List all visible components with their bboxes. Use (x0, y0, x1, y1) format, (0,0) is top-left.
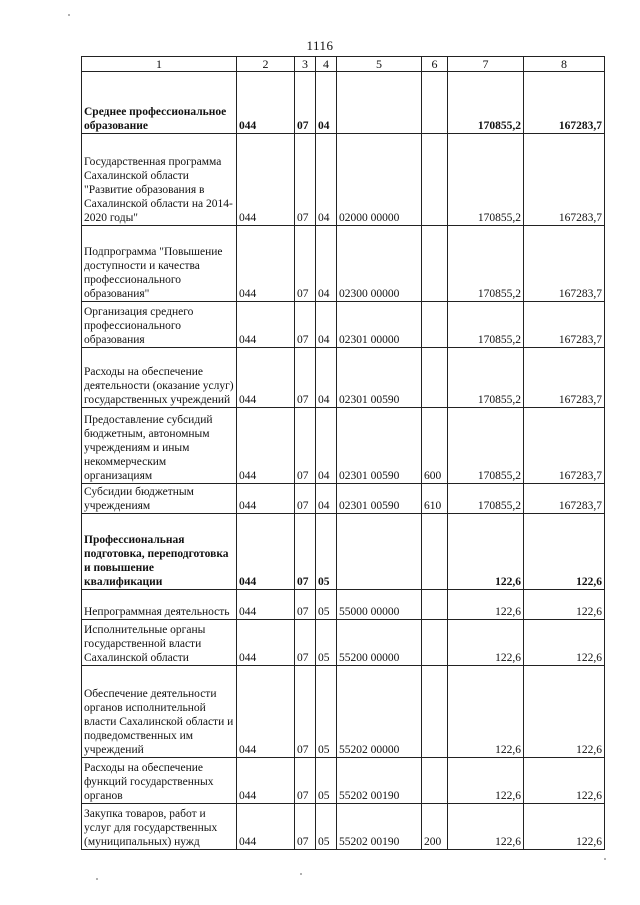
scan-speck (96, 878, 98, 880)
target-item-cell: 55202 00000 (337, 666, 422, 758)
column-header: 1 (82, 57, 237, 72)
amount-2018-cell: 167283,7 (524, 348, 605, 408)
ministry-code-cell: 044 (237, 226, 295, 302)
target-item-cell: 55000 00000 (337, 590, 422, 620)
table-row (82, 72, 605, 134)
target-item-cell: 02301 00590 (337, 348, 422, 408)
amount-2018-cell: 122,6 (524, 758, 605, 804)
amount-2017-cell: 122,6 (448, 514, 524, 590)
expense-type-cell (422, 134, 448, 226)
row-name-cell: Предоставление субсидий бюджетным, автономным учреждениям и иным некоммерческим организациям (82, 408, 237, 484)
table-row (82, 758, 605, 804)
expense-type-cell (422, 620, 448, 666)
amount-2018-cell: 167283,7 (524, 72, 605, 134)
section-code-cell: 07 (295, 514, 316, 590)
header-row (82, 57, 605, 72)
amount-2017-cell: 122,6 (448, 620, 524, 666)
ministry-code-cell: 044 (237, 590, 295, 620)
amount-2018-cell: 167283,7 (524, 134, 605, 226)
column-header: 7 (448, 57, 524, 72)
table-row (82, 134, 605, 226)
table-row (82, 620, 605, 666)
ministry-code-cell: 044 (237, 72, 295, 134)
table-row (82, 514, 605, 590)
subsection-code-cell: 04 (316, 226, 337, 302)
amount-2018-cell: 167283,7 (524, 226, 605, 302)
expense-type-cell (422, 302, 448, 348)
target-item-cell: 02301 00000 (337, 302, 422, 348)
table-row (82, 590, 605, 620)
subsection-code-cell: 05 (316, 620, 337, 666)
section-code-cell: 07 (295, 666, 316, 758)
row-name-cell: Среднее профессиональное образование (82, 72, 237, 134)
expense-type-cell (422, 226, 448, 302)
expense-type-cell (422, 666, 448, 758)
row-name-cell: Непрограммная деятельность (82, 590, 237, 620)
target-item-cell: 02301 00590 (337, 408, 422, 484)
table-row (82, 302, 605, 348)
row-name-cell: Расходы на обеспечение функций государственных органов (82, 758, 237, 804)
subsection-code-cell: 05 (316, 590, 337, 620)
amount-2018-cell: 122,6 (524, 620, 605, 666)
target-item-cell (337, 514, 422, 590)
column-header: 2 (237, 57, 295, 72)
subsection-code-cell: 04 (316, 134, 337, 226)
target-item-cell: 55202 00190 (337, 758, 422, 804)
ministry-code-cell: 044 (237, 514, 295, 590)
table-body (82, 72, 605, 850)
amount-2017-cell: 170855,2 (448, 226, 524, 302)
expense-type-cell (422, 72, 448, 134)
row-name-cell: Субсидии бюджетным учреждениям (82, 484, 237, 514)
expense-type-cell: 610 (422, 484, 448, 514)
column-header: 3 (295, 57, 316, 72)
table-row (82, 226, 605, 302)
amount-2018-cell: 122,6 (524, 514, 605, 590)
section-code-cell: 07 (295, 804, 316, 850)
subsection-code-cell: 04 (316, 302, 337, 348)
section-code-cell: 07 (295, 758, 316, 804)
amount-2017-cell: 170855,2 (448, 484, 524, 514)
subsection-code-cell: 05 (316, 666, 337, 758)
target-item-cell (337, 72, 422, 134)
table-row (82, 408, 605, 484)
column-header: 5 (337, 57, 422, 72)
scan-speck (300, 873, 302, 875)
table-row (82, 484, 605, 514)
amount-2018-cell: 167283,7 (524, 484, 605, 514)
row-name-cell: Закупка товаров, работ и услуг для государственных (муниципальных) нужд (82, 804, 237, 850)
section-code-cell: 07 (295, 620, 316, 666)
subsection-code-cell: 04 (316, 484, 337, 514)
scan-speck (68, 14, 70, 16)
ministry-code-cell: 044 (237, 758, 295, 804)
subsection-code-cell: 04 (316, 408, 337, 484)
row-name-cell: Исполнительные органы государственной власти Сахалинской области (82, 620, 237, 666)
subsection-code-cell: 04 (316, 72, 337, 134)
amount-2017-cell: 122,6 (448, 590, 524, 620)
subsection-code-cell: 05 (316, 758, 337, 804)
expense-type-cell: 600 (422, 408, 448, 484)
amount-2018-cell: 167283,7 (524, 302, 605, 348)
section-code-cell: 07 (295, 302, 316, 348)
row-name-cell: Организация среднего профессионального образования (82, 302, 237, 348)
row-name-cell: Расходы на обеспечение деятельности (оказание услуг) государственных учреждений (82, 348, 237, 408)
target-item-cell: 02300 00000 (337, 226, 422, 302)
amount-2017-cell: 170855,2 (448, 302, 524, 348)
row-name-cell: Профессиональная подготовка, переподготовка и повышение квалификации (82, 514, 237, 590)
target-item-cell: 55202 00190 (337, 804, 422, 850)
row-name-cell: Подпрограмма "Повышение доступности и качества профессионального образования" (82, 226, 237, 302)
subsection-code-cell: 04 (316, 348, 337, 408)
target-item-cell: 55200 00000 (337, 620, 422, 666)
section-code-cell: 07 (295, 590, 316, 620)
expense-type-cell (422, 514, 448, 590)
section-code-cell: 07 (295, 484, 316, 514)
section-code-cell: 07 (295, 134, 316, 226)
ministry-code-cell: 044 (237, 484, 295, 514)
ministry-code-cell: 044 (237, 302, 295, 348)
amount-2018-cell: 122,6 (524, 804, 605, 850)
expense-type-cell (422, 758, 448, 804)
amount-2017-cell: 122,6 (448, 758, 524, 804)
amount-2017-cell: 170855,2 (448, 134, 524, 226)
amount-2017-cell: 170855,2 (448, 72, 524, 134)
row-name-cell: Государственная программа Сахалинской области "Развитие образования в Сахалинской области на 2014-2020 годы" (82, 134, 237, 226)
table-row (82, 348, 605, 408)
subsection-code-cell: 05 (316, 514, 337, 590)
page-number: 1116 (306, 38, 334, 53)
ministry-code-cell: 044 (237, 620, 295, 666)
subsection-code-cell: 05 (316, 804, 337, 850)
expense-type-cell: 200 (422, 804, 448, 850)
ministry-code-cell: 044 (237, 804, 295, 850)
amount-2018-cell: 122,6 (524, 666, 605, 758)
amount-2017-cell: 122,6 (448, 804, 524, 850)
row-name-cell: Обеспечение деятельности органов исполнительной власти Сахалинской области и подведомственных им учреждений (82, 666, 237, 758)
column-header: 4 (316, 57, 337, 72)
amount-2017-cell: 170855,2 (448, 348, 524, 408)
table-row (82, 804, 605, 850)
table-row (82, 666, 605, 758)
section-code-cell: 07 (295, 348, 316, 408)
expense-type-cell (422, 590, 448, 620)
section-code-cell: 07 (295, 72, 316, 134)
ministry-code-cell: 044 (237, 134, 295, 226)
amount-2017-cell: 170855,2 (448, 408, 524, 484)
amount-2017-cell: 122,6 (448, 666, 524, 758)
target-item-cell: 02000 00000 (337, 134, 422, 226)
budget-table (81, 56, 605, 850)
target-item-cell: 02301 00590 (337, 484, 422, 514)
section-code-cell: 07 (295, 226, 316, 302)
scan-speck (604, 858, 606, 860)
amount-2018-cell: 122,6 (524, 590, 605, 620)
section-code-cell: 07 (295, 408, 316, 484)
ministry-code-cell: 044 (237, 348, 295, 408)
ministry-code-cell: 044 (237, 408, 295, 484)
column-header: 6 (422, 57, 448, 72)
amount-2018-cell: 167283,7 (524, 408, 605, 484)
expense-type-cell (422, 348, 448, 408)
column-header: 8 (524, 57, 605, 72)
ministry-code-cell: 044 (237, 666, 295, 758)
